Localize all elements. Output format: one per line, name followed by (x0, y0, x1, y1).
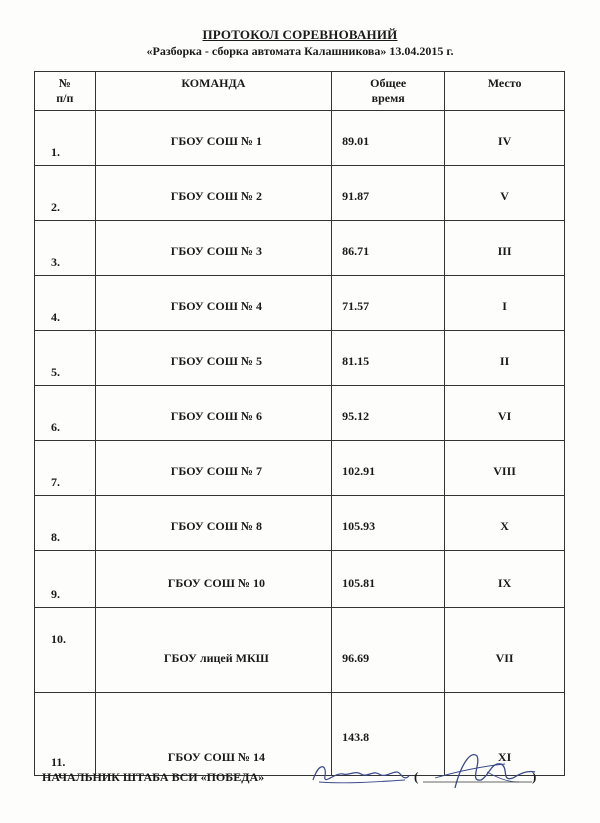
row-time: 71.57 (342, 299, 370, 313)
row-num: 6. (51, 420, 60, 434)
row-team: ГБОУ лицей МКШ (163, 651, 269, 665)
row-place: III (497, 244, 512, 258)
row-place: VIII (493, 464, 516, 478)
row-place: X (500, 519, 509, 533)
table-row (35, 331, 565, 386)
row-num: 3. (51, 255, 60, 269)
results-table (34, 71, 565, 776)
table-row (35, 386, 565, 441)
document-title: ПРОТОКОЛ СОРЕВНОВАНИЙ (202, 27, 398, 42)
row-place: VII (495, 651, 514, 665)
header-team: КОМАНДА (95, 72, 332, 111)
row-time: 143.8 (342, 730, 370, 744)
header-time: Общее время (332, 72, 445, 111)
row-team: ГБОУ СОШ № 4 (170, 299, 262, 313)
document-subtitle: «Разборка - сборка автомата Калашникова» 13.04.2015 г. (146, 44, 454, 58)
header-place: Место (445, 72, 565, 111)
row-time: 91.87 (342, 189, 370, 203)
row-place: II (499, 354, 510, 368)
row-place: IV (497, 134, 512, 148)
table-row (35, 496, 565, 551)
row-num: 5. (51, 365, 60, 379)
table-header-row (35, 72, 565, 111)
row-team: ГБОУ СОШ № 1 (170, 134, 262, 148)
row-num: 11. (51, 755, 66, 769)
paren-open: ( (414, 769, 419, 784)
row-num: 4. (51, 310, 60, 324)
header-num: № п/п (35, 72, 96, 111)
table-row (35, 441, 565, 496)
table-row (35, 551, 565, 608)
row-team: ГБОУ СОШ № 3 (170, 244, 262, 258)
footer-label: НАЧАЛЬНИК ШТАБА ВСИ «ПОБЕДА» (42, 770, 265, 784)
table-row (35, 221, 565, 276)
row-place: I (502, 299, 507, 313)
table-row (35, 111, 565, 166)
row-time: 105.93 (342, 519, 376, 533)
row-team: ГБОУ СОШ № 2 (170, 189, 262, 203)
row-place: V (500, 189, 509, 203)
row-team: ГБОУ СОШ № 8 (170, 519, 262, 533)
table-row (35, 166, 565, 221)
row-place: VI (497, 409, 512, 423)
row-team: ГБОУ СОШ № 7 (170, 464, 262, 478)
row-time: 102.91 (342, 464, 376, 478)
row-num: 9. (51, 587, 60, 601)
row-time: 95.12 (342, 409, 370, 423)
row-time: 105.81 (342, 576, 376, 590)
row-time: 89.01 (342, 134, 370, 148)
paren-close: ) (532, 769, 537, 784)
row-num: 8. (51, 530, 60, 544)
row-num: 10. (51, 632, 66, 646)
row-time: 96.69 (342, 651, 370, 665)
row-team: ГБОУ СОШ № 6 (170, 409, 262, 423)
row-num: 2. (51, 200, 60, 214)
table-row (35, 608, 565, 693)
row-place: XI (497, 750, 512, 764)
row-team: ГБОУ СОШ № 10 (167, 576, 265, 590)
table-row (35, 276, 565, 331)
row-num: 7. (51, 475, 60, 489)
signature-image (305, 742, 550, 802)
row-time: 86.71 (342, 244, 370, 258)
row-time: 81.15 (342, 354, 370, 368)
row-team: ГБОУ СОШ № 5 (170, 354, 262, 368)
row-num: 1. (51, 145, 60, 159)
row-team: ГБОУ СОШ № 14 (167, 750, 265, 764)
row-place: IX (497, 576, 512, 590)
